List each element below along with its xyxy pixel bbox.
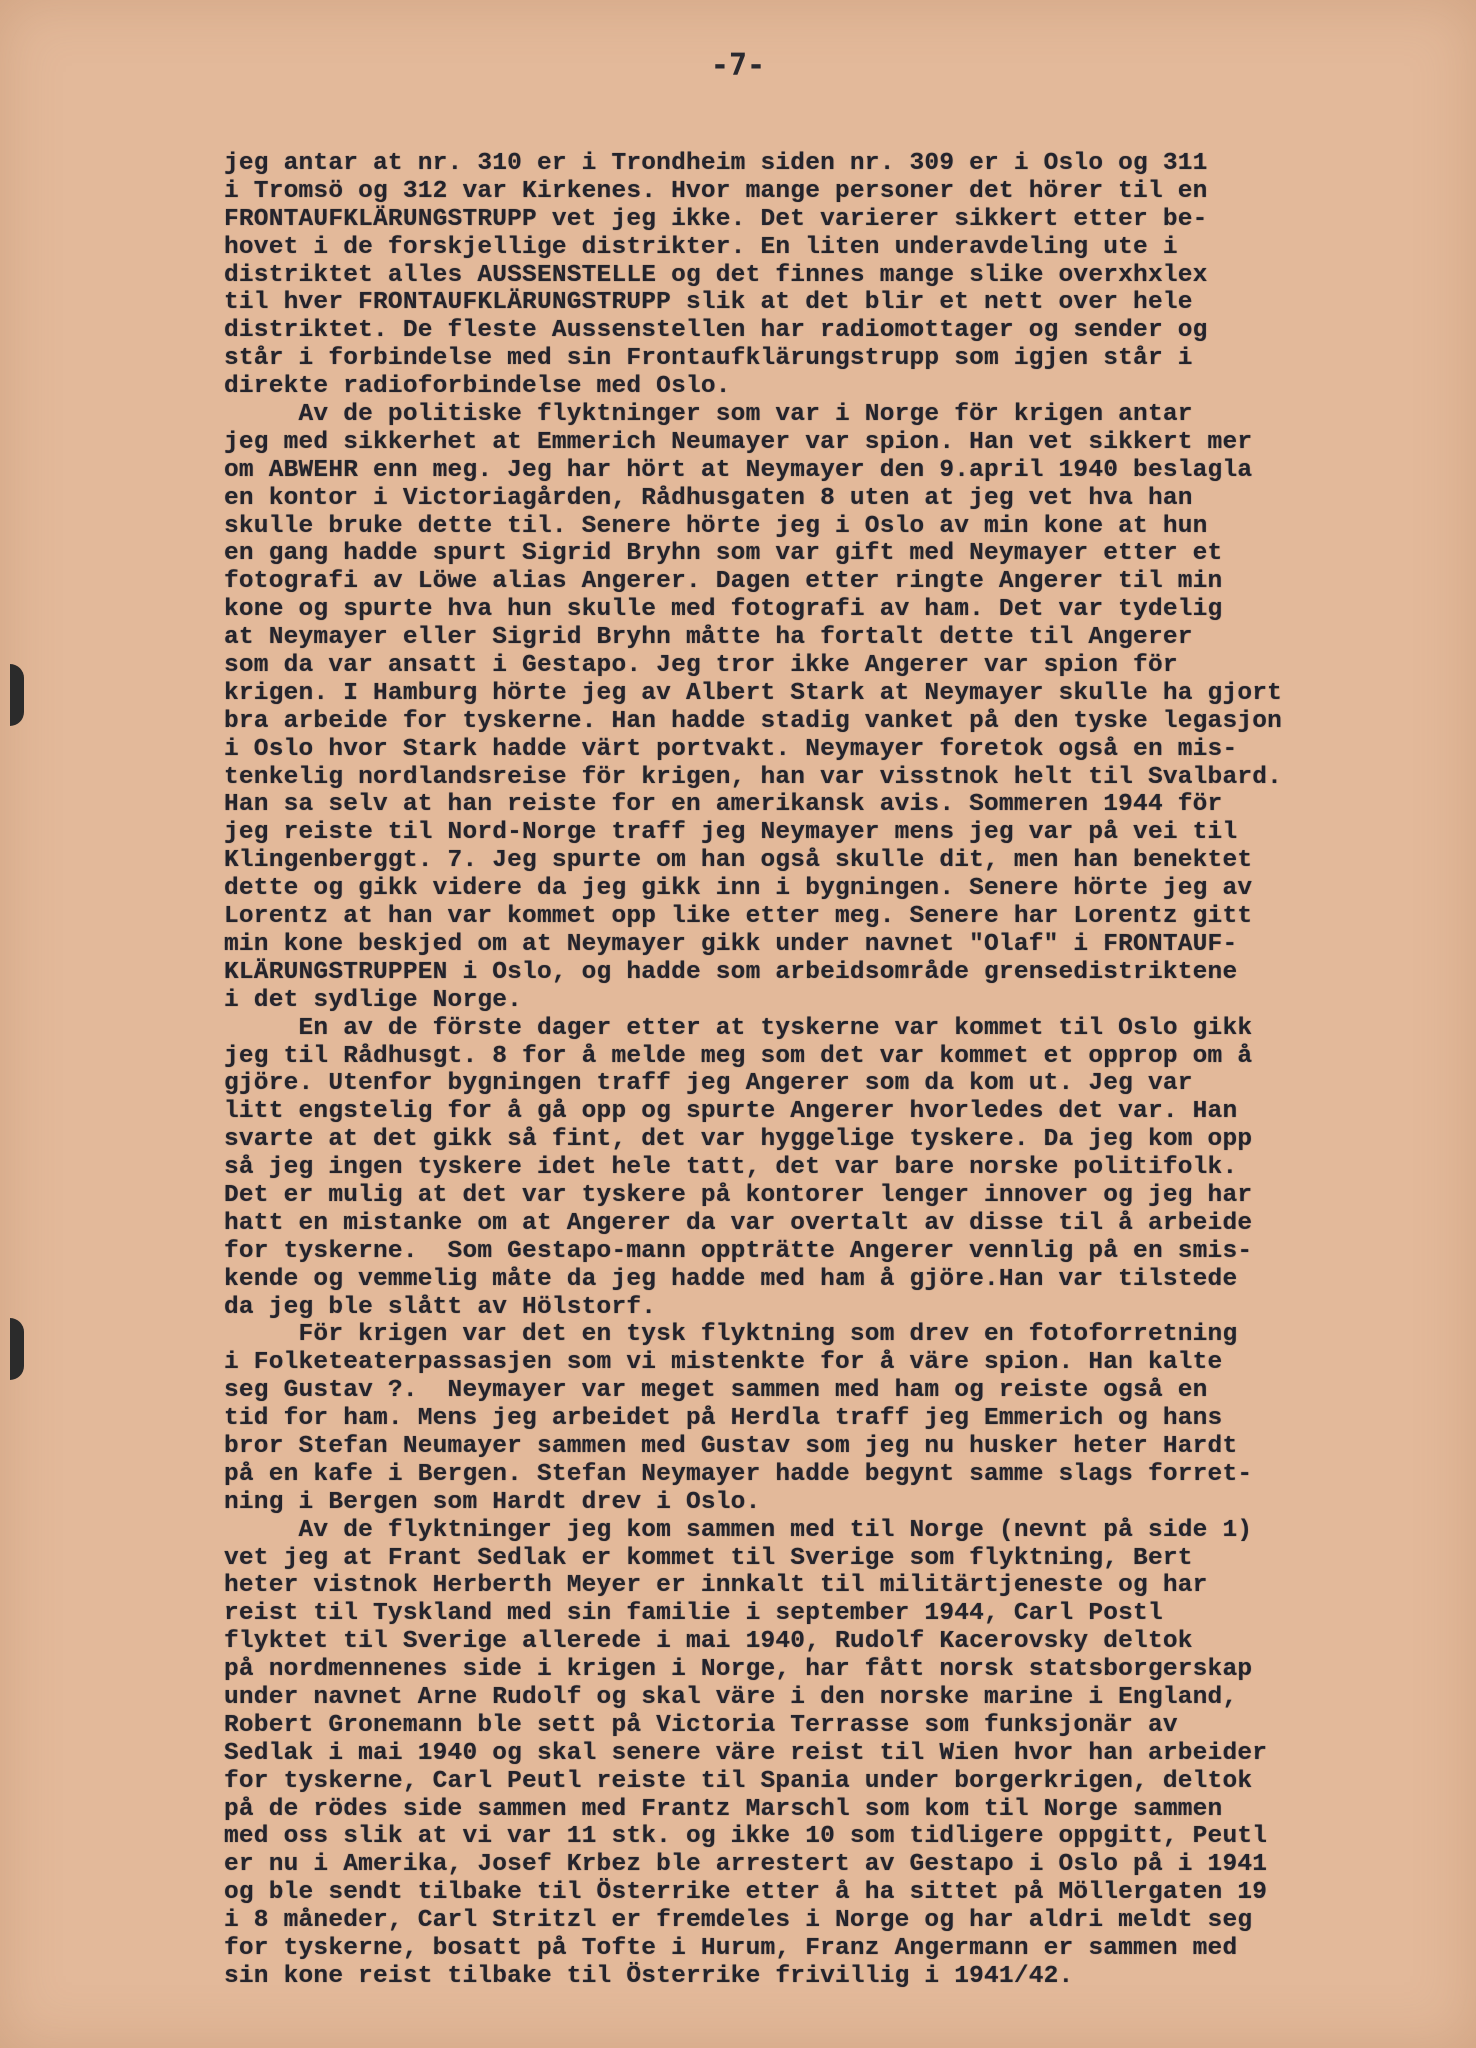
text-line: dette og gikk videre da jeg gikk inn i bygningen. Senere hörte jeg av	[224, 875, 1253, 903]
punch-hole	[10, 1318, 24, 1380]
text-line: tenkelig nordlandsreise för krigen, han var visstnok helt til Svalbard.	[224, 763, 1283, 791]
text-line: så jeg ingen tyskere idet hele tatt, det var bare norske politifolk.	[224, 1154, 1238, 1182]
text-line: i Oslo hvor Stark hadde värt portvakt. Neymayer foretok også en mis-	[224, 735, 1238, 763]
text-line: hatt en mistanke om at Angerer da var overtalt av disse til å arbeide	[224, 1209, 1253, 1237]
text-line: skulle bruke dette til. Senere hörte jeg i Oslo av min kone at hun	[224, 512, 1208, 540]
text-line: distriktet alles AUSSENSTELLE og det finnes mange slike overxhxlex	[224, 261, 1208, 289]
text-line: FRONTAUFKLÄRUNGSTRUPP vet jeg ikke. Det varierer sikkert etter be-	[224, 205, 1208, 233]
text-line: litt engstelig for å gå opp og spurte Angerer hvorledes det var. Han	[224, 1098, 1238, 1126]
text-line: sin kone reist tilbake til Österrike frivillig i 1941/42.	[224, 1962, 1074, 1990]
text-line: jeg til Rådhusgt. 8 for å melde meg som det var kommet et opprop om å	[224, 1042, 1253, 1070]
text-line: KLÄRUNGSTRUPPEN i Oslo, og hadde som arbeidsområde grensedistriktene	[224, 958, 1238, 986]
text-line: på de rödes side sammen med Frantz Marschl som kom til Norge sammen	[224, 1795, 1223, 1823]
text-line: Det er mulig at det var tyskere på kontorer lenger innover og jeg har	[224, 1181, 1253, 1209]
text-line: En av de förste dager etter at tyskerne var kommet til Oslo gikk	[224, 1014, 1253, 1042]
text-line: da jeg ble slått av Hölstorf.	[224, 1293, 657, 1321]
text-line: Av de flyktninger jeg kom sammen med til Norge (nevnt på side 1)	[224, 1516, 1253, 1544]
text-line: Han sa selv at han reiste for en amerikansk avis. Sommeren 1944 för	[224, 791, 1223, 819]
text-line: er nu i Amerika, Josef Krbez ble arrestert av Gestapo i Oslo på i 1941	[224, 1851, 1268, 1879]
text-line: på nordmennenes side i krigen i Norge, har fått norsk statsborgerskap	[224, 1656, 1253, 1684]
text-line: til hver FRONTAUFKLÄRUNGSTRUPP slik at det blir et nett over hele	[224, 289, 1193, 317]
text-line: om ABWEHR enn meg. Jeg har hört at Neymayer den 9.april 1940 beslagla	[224, 456, 1253, 484]
text-line: jeg reiste til Nord-Norge traff jeg Neymayer mens jeg var på vei til	[224, 819, 1238, 847]
text-line: for tyskerne, bosatt på Tofte i Hurum, Franz Angermann er sammen med	[224, 1935, 1238, 1962]
text-line: kone og spurte hva hun skulle med fotografi av ham. Det var tydelig	[224, 596, 1223, 624]
text-line: under navnet Arne Rudolf og skal väre i den norske marine i England,	[224, 1683, 1238, 1711]
text-line: en kontor i Victoriagården, Rådhusgaten 8 uten at jeg vet hva han	[224, 484, 1193, 512]
text-line: Sedlak i mai 1940 og skal senere väre reist til Wien hvor han arbeider	[224, 1739, 1268, 1767]
text-line: i 8 måneder, Carl Stritzl er fremdeles i Norge og har aldri meldt seg	[224, 1907, 1253, 1935]
text-line: min kone beskjed om at Neymayer gikk under navnet "Olaf" i FRONTAUF-	[224, 930, 1238, 958]
page-number: -7-	[710, 48, 766, 83]
text-line: heter vistnok Herberth Meyer er innkalt til militärtjeneste og har	[224, 1572, 1208, 1600]
text-line: står i forbindelse med sin Frontaufklärungstrupp som igjen står i	[224, 345, 1193, 373]
text-line: krigen. I Hamburg hörte jeg av Albert Stark at Neymayer skulle ha gjort	[224, 679, 1283, 707]
text-line: bror Stefan Neumayer sammen med Gustav som jeg nu husker heter Hardt	[224, 1432, 1238, 1460]
text-line: flyktet til Sverige allerede i mai 1940, Rudolf Kacerovsky deltok	[224, 1628, 1193, 1656]
text-line: at Neymayer eller Sigrid Bryhn måtte ha fortalt dette til Angerer	[224, 624, 1193, 652]
text-line: tid for ham. Mens jeg arbeidet på Herdla traff jeg Emmerich og hans	[224, 1405, 1223, 1433]
text-line: i Folketeaterpassasjen som vi mistenkte for å väre spion. Han kalte	[224, 1349, 1223, 1377]
text-line: hovet i de forskjellige distrikter. En liten underavdeling ute i	[224, 233, 1178, 261]
text-line: med oss slik at vi var 11 stk. og ikke 10 som tidligere oppgitt, Peutl	[224, 1823, 1268, 1851]
text-line: Klingenberggt. 7. Jeg spurte om han også skulle dit, men han benektet	[224, 847, 1253, 875]
text-line: distriktet. De fleste Aussenstellen har radiomottager og sender og	[224, 317, 1208, 345]
text-line: svarte at det gikk så fint, det var hyggelige tyskere. Da jeg kom opp	[224, 1126, 1253, 1154]
text-line: på en kafe i Bergen. Stefan Neymayer hadde begynt samme slags forret-	[224, 1460, 1253, 1488]
text-line: jeg antar at nr. 310 er i Trondheim siden nr. 309 er i Oslo og 311	[224, 150, 1208, 177]
text-line: För krigen var det en tysk flyktning som drev en fotoforretning	[224, 1321, 1238, 1349]
text-line: en gang hadde spurt Sigrid Bryhn som var gift med Neymayer etter et	[224, 540, 1223, 568]
text-line: direkte radioforbindelse med Oslo.	[224, 373, 731, 401]
text-line: vet jeg at Frant Sedlak er kommet til Sverige som flyktning, Bert	[224, 1544, 1193, 1572]
text-line: kende og vemmelig måte da jeg hadde med ham å gjöre.Han var tilstede	[224, 1265, 1238, 1293]
text-line: gjöre. Utenfor bygningen traff jeg Angerer som da kom ut. Jeg var	[224, 1070, 1193, 1098]
text-line: og ble sendt tilbake til Österrike etter å ha sittet på Möllergaten 19	[224, 1879, 1268, 1907]
text-line: i det sydlige Norge.	[224, 986, 523, 1014]
text-line: reist til Tyskland med sin familie i september 1944, Carl Postl	[224, 1600, 1163, 1628]
text-line: Lorentz at han var kommet opp like etter meg. Senere har Lorentz gitt	[224, 903, 1253, 931]
text-line: fotografi av Löwe alias Angerer. Dagen etter ringte Angerer til min	[224, 568, 1223, 596]
text-line: Av de politiske flyktninger som var i Norge för krigen antar	[224, 401, 1193, 429]
text-line: jeg med sikkerhet at Emmerich Neumayer var spion. Han vet sikkert mer	[224, 428, 1253, 456]
text-line: ning i Bergen som Hardt drev i Oslo.	[224, 1488, 761, 1516]
text-line: Robert Gronemann ble sett på Victoria Terrasse som funksjonär av	[224, 1711, 1178, 1739]
text-line: for tyskerne. Som Gestapo-mann oppträtte Angerer vennlig på en smis-	[224, 1237, 1253, 1265]
document-body	[224, 150, 1374, 1991]
text-line: for tyskerne, Carl Peutl reiste til Spania under borgerkrigen, deltok	[224, 1767, 1253, 1795]
text-line: i Tromsö og 312 var Kirkenes. Hvor mange personer det hörer til en	[224, 177, 1208, 205]
text-line: bra arbeide for tyskerne. Han hadde stadig vanket på den tyske legasjon	[224, 707, 1283, 735]
punch-hole	[10, 664, 24, 726]
text-line: som da var ansatt i Gestapo. Jeg tror ikke Angerer var spion för	[224, 652, 1178, 680]
text-line: seg Gustav ?. Neymayer var meget sammen med ham og reiste også en	[224, 1377, 1208, 1405]
